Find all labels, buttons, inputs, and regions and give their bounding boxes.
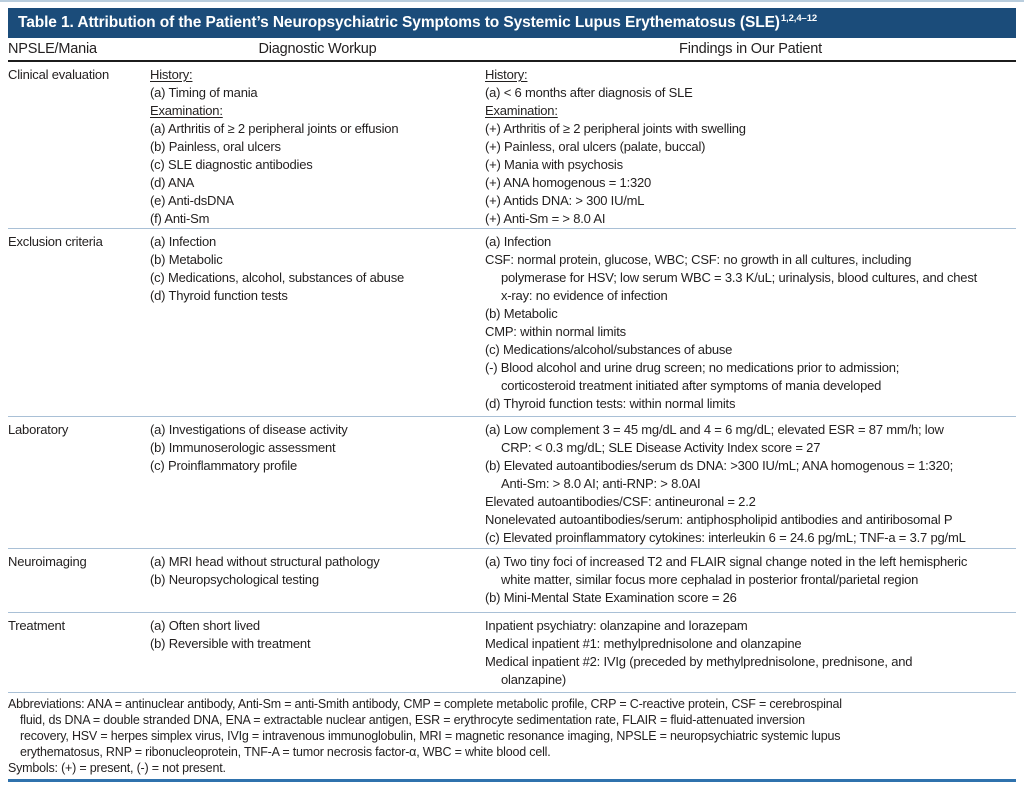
text-line: polymerase for HSV; low serum WBC = 3.3 K/uL; urinalysis, blood cultures, and chest	[501, 270, 978, 285]
text-line: (+) Anti-Sm = > 8.0 AI	[485, 211, 606, 226]
text-line: (a) Infection	[485, 234, 552, 249]
text-line: (d) Thyroid function tests: within normal limits	[485, 396, 736, 411]
text-line: (+) Mania with psychosis	[485, 157, 623, 172]
text-line: History:	[485, 67, 528, 82]
text-line: (b) Elevated autoantibodies/serum ds DNA: >300 IU/mL; ANA homogenous = 1:320;	[485, 458, 954, 473]
text-line: x-ray: no evidence of infection	[501, 288, 668, 303]
text-line: (b) Reversible with treatment	[150, 636, 311, 651]
text-line: (a) < 6 months after diagnosis of SLE	[485, 85, 693, 100]
text-line: (b) Immunoserologic assessment	[150, 440, 336, 455]
text-line: (b) Mini-Mental State Examination score = 26	[485, 590, 737, 605]
text-line: (b) Metabolic	[150, 252, 223, 267]
text-line: (b) Painless, oral ulcers	[150, 139, 281, 154]
text-line: corticosteroid treatment initiated after symptoms of mania developed	[501, 378, 882, 393]
text-line: (f) Anti-Sm	[150, 211, 210, 226]
text-line: (a) Often short lived	[150, 618, 260, 633]
text-line: (+) Antids DNA: > 300 IU/mL	[485, 193, 645, 208]
text-line: (d) Thyroid function tests	[150, 288, 288, 303]
category-cell: Laboratory	[8, 422, 69, 437]
findings-cell	[485, 553, 1016, 612]
table-row	[8, 62, 1016, 228]
text-line: (c) SLE diagnostic antibodies	[150, 157, 313, 172]
text-line: (c) Medications, alcohol, substances of abuse	[150, 270, 405, 285]
text-line: olanzapine)	[501, 672, 567, 687]
top-hairline	[0, 0, 1024, 2]
table-row	[8, 612, 1016, 692]
text-line: CRP: < 0.3 mg/dL; SLE Disease Activity Index score = 27	[501, 440, 821, 455]
bottom-rule	[8, 779, 1016, 782]
text-line: (a) Timing of mania	[150, 85, 258, 100]
table-title: Table 1. Attribution of the Patient’s Neuropsychiatric Symptoms to Systemic Lupus Erythematosus (SLE)	[18, 14, 780, 31]
category-cell: Clinical evaluation	[8, 67, 109, 82]
text-line: Elevated autoantibodies/CSF: antineuronal = 2.2	[485, 494, 756, 509]
table-body	[8, 62, 1016, 692]
text-line: Anti-Sm: > 8.0 AI; anti-RNP: > 8.0AI	[501, 476, 701, 491]
text-line: (+) ANA homogenous = 1:320	[485, 175, 652, 190]
text-line: Examination:	[150, 103, 223, 118]
findings-cell	[485, 421, 1016, 548]
category-cell: Neuroimaging	[8, 554, 87, 569]
text-line: (a) MRI head without structural pathology	[150, 554, 380, 569]
workup-cell	[150, 66, 485, 228]
text-line: Inpatient psychiatry: olanzapine and lorazepam	[485, 618, 748, 633]
table-row	[8, 228, 1016, 416]
text-line: CSF: normal protein, glucose, WBC; CSF: no growth in all cultures, including	[485, 252, 912, 267]
column-header-npsle-mania: NPSLE/Mania	[8, 41, 97, 57]
column-header-findings: Findings in Our Patient	[679, 41, 822, 57]
text-line: Symbols: (+) = present, (-) = not present.	[8, 761, 226, 775]
table-row	[8, 416, 1016, 548]
text-line: (e) Anti-dsDNA	[150, 193, 234, 208]
text-line: (a) Infection	[150, 234, 217, 249]
column-header-diagnostic-workup: Diagnostic Workup	[258, 41, 377, 57]
text-line: Abbreviations: ANA = antinuclear antibody, Anti-Sm = anti-Smith antibody, CMP = complete metabolic profile, CRP = C-reactive protein, CSF = cerebrospinal	[8, 697, 842, 711]
title-reference-superscript: 1,2,4–12	[780, 12, 818, 24]
workup-cell	[150, 421, 485, 548]
table-title-bar	[8, 8, 1016, 38]
workup-cell	[150, 553, 485, 612]
workup-cell	[150, 617, 485, 692]
text-line: (+) Painless, oral ulcers (palate, buccal)	[485, 139, 706, 154]
text-line: Medical inpatient #1: methylprednisolone and olanzapine	[485, 636, 802, 651]
findings-cell	[485, 66, 1016, 228]
text-line: (+) Arthritis of ≥ 2 peripheral joints with swelling	[485, 121, 746, 136]
text-line: Nonelevated autoantibodies/serum: antiphospholipid antibodies and antiribosomal P	[485, 512, 953, 527]
findings-cell	[485, 233, 1016, 416]
findings-cell	[485, 617, 1016, 692]
text-line: (a) Two tiny foci of increased T2 and FLAIR signal change noted in the left hemispheric	[485, 554, 968, 569]
column-header-row	[8, 38, 1016, 62]
category-cell: Treatment	[8, 618, 65, 633]
text-line: (b) Metabolic	[485, 306, 558, 321]
text-line: (a) Investigations of disease activity	[150, 422, 348, 437]
text-line: CMP: within normal limits	[485, 324, 626, 339]
text-line: (d) ANA	[150, 175, 195, 190]
text-line: Examination:	[485, 103, 558, 118]
category-cell: Exclusion criteria	[8, 234, 103, 249]
text-line: (a) Low complement 3 = 45 mg/dL and 4 = 6 mg/dL; elevated ESR = 87 mm/h; low	[485, 422, 944, 437]
text-line: (c) Elevated proinflammatory cytokines: interleukin 6 = 24.6 pg/mL; TNF-a = 3.7 pg/mL	[485, 530, 966, 545]
text-line: (-) Blood alcohol and urine drug screen; no medications prior to admission;	[485, 360, 900, 375]
text-line: recovery, HSV = herpes simplex virus, IVIg = intravenous immunoglobulin, MRI = magnetic resonance imaging, NPSLE = neuropsychiatric systemic lupus	[20, 729, 841, 743]
text-line: white matter, similar focus more cephalad in posterior frontal/parietal region	[501, 572, 919, 587]
footnotes	[8, 692, 1016, 776]
text-line: (a) Arthritis of ≥ 2 peripheral joints or effusion	[150, 121, 399, 136]
text-line: fluid, ds DNA = double stranded DNA, ENA = extractable nuclear antigen, ESR = erythrocyte sedimentation rate, FLAIR = fluid-attenuated inversion	[20, 713, 805, 727]
text-line: History:	[150, 67, 193, 82]
text-line: (b) Neuropsychological testing	[150, 572, 319, 587]
text-line: (c) Medications/alcohol/substances of abuse	[485, 342, 733, 357]
table-row	[8, 548, 1016, 612]
text-line: erythematosus, RNP = ribonucleoprotein, TNF-A = tumor necrosis factor-α, WBC = white blood cell.	[20, 745, 551, 759]
text-line: (c) Proinflammatory profile	[150, 458, 298, 473]
workup-cell	[150, 233, 485, 416]
text-line: Medical inpatient #2: IVIg (preceded by methylprednisolone, prednisone, and	[485, 654, 913, 669]
